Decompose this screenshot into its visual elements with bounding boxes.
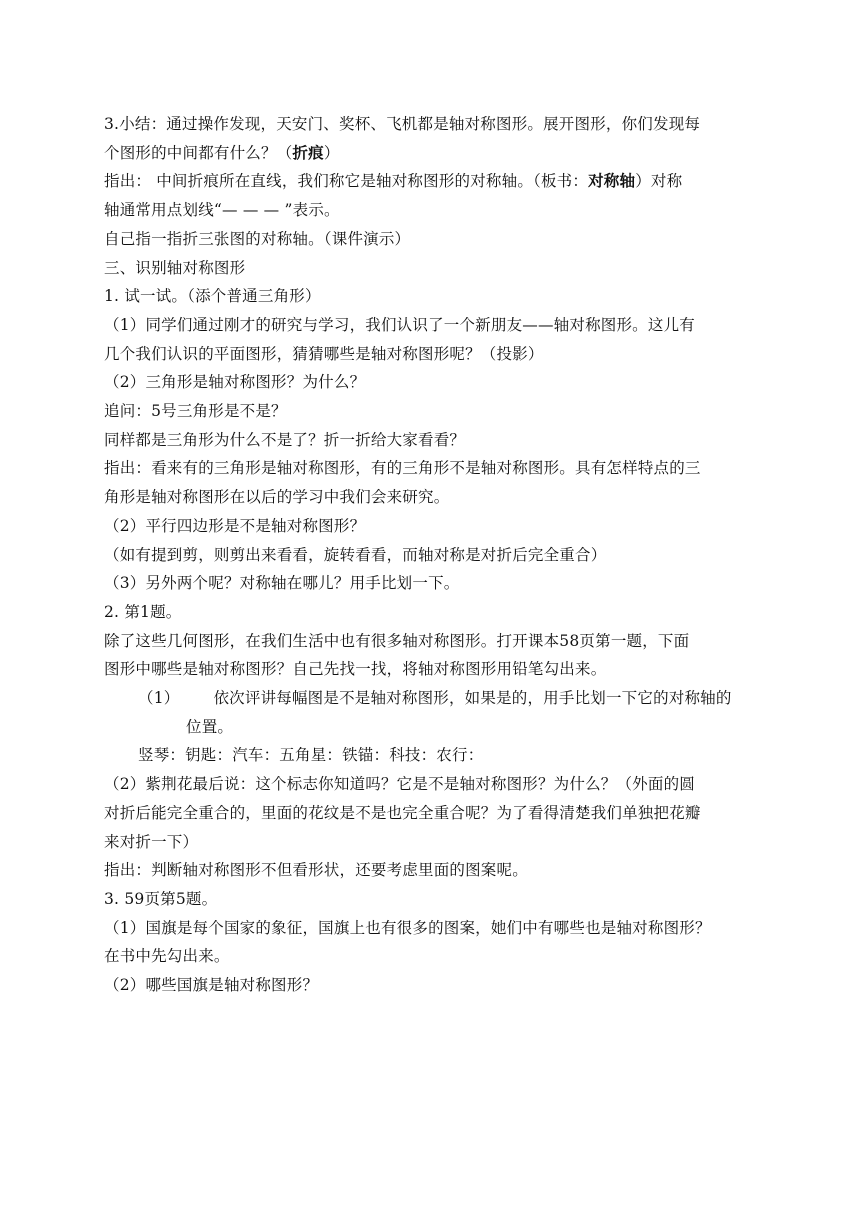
paragraph: 同样都是三角形为什么不是了？折一折给大家看看？ (104, 430, 466, 449)
list-item-q1: 2. 第1题。 (104, 602, 182, 621)
text: 个图形的中间都有什么？（ (104, 143, 293, 162)
paragraph: 追问：5号三角形是不是？ (104, 402, 287, 421)
bold-term-crease: 折痕 (292, 143, 324, 162)
paragraph-summary (104, 110, 764, 139)
paragraph: （2）平行四边形是不是轴对称图形？ (104, 516, 366, 535)
paragraph: 除了这些几何图形，在我们生活中也有很多轴对称图形。打开课本58页第一题，下面 (104, 631, 690, 650)
paragraph: 来对折一下） (104, 832, 199, 851)
paragraph: 指出：判断轴对称图形不但看形状，还要考虑里面的图案呢。 (104, 861, 528, 880)
paragraph-point-out-cont: 轴通常用点划线“— — — ”表示。 (104, 201, 340, 220)
paragraph: （1）同学们通过刚才的研究与学习，我们认识了一个新朋友——轴对称图形。这儿有 (104, 315, 695, 334)
text: ） (323, 143, 340, 162)
numbered-item-cont: 位置。 (186, 717, 234, 736)
paragraph-point-out (104, 167, 764, 196)
numbered-item (104, 684, 764, 713)
paragraph-summary-cont (104, 139, 764, 168)
list-item-try: 1. 试一试。（添个普通三角形） (104, 287, 321, 306)
text: 指出： 中间折痕所在直线，我们称它是轴对称图形的对称轴。（板书： (104, 172, 589, 191)
list-item-q5: 3. 59页第5题。 (104, 889, 218, 908)
item-number: （1） (138, 689, 180, 708)
paragraph-instruction: 自己指一指折三张图的对称轴。（课件演示） (104, 229, 411, 248)
bold-term-axis: 对称轴 (588, 172, 636, 191)
text: 3.小结：通过操作发现，天安门、奖杯、飞机都是轴对称图形。展开图形，你们发现每 (104, 115, 701, 133)
paragraph: 在书中先勾出来。 (104, 947, 230, 966)
section-heading: 三、识别轴对称图形 (104, 258, 246, 277)
paragraph: （3）另外两个呢？对称轴在哪儿？用手比划一下。 (104, 574, 460, 593)
paragraph: （1）国旗是每个国家的象征，国旗上也有很多的图案，她们中有哪些也是轴对称图形？ (104, 918, 711, 937)
paragraph: 角形是轴对称图形在以后的学习中我们会来研究。 (104, 488, 450, 507)
text: ）对称 (635, 172, 683, 191)
paragraph: （2）三角形是轴对称图形？为什么？ (104, 373, 366, 392)
paragraph: 对折后能完全重合的，里面的花纹是不是也完全重合呢？为了看得清楚我们单独把花瓣 (104, 803, 701, 822)
paragraph: 指出：看来有的三角形是轴对称图形，有的三角形不是轴对称图形。具有怎样特点的三 (104, 459, 701, 478)
paragraph: （2）哪些国旗是轴对称图形？ (104, 976, 319, 995)
document-body (104, 110, 764, 1000)
paragraph-indented: 竖琴：钥匙：汽车：五角星：铁锚：科技：农行： (138, 746, 484, 765)
paragraph: （2）紫荆花最后说：这个标志你知道吗？它是不是轴对称图形？为什么？（外面的圆 (104, 775, 695, 794)
paragraph: 几个我们认识的平面图形，猜猜哪些是轴对称图形呢？（投影） (104, 344, 544, 363)
paragraph: （如有提到剪，则剪出来看看，旋转看看，而轴对称是对折后完全重合） (104, 545, 607, 564)
paragraph: 图形中哪些是轴对称图形？自己先找一找，将轴对称图形用铅笔勾出来。 (104, 660, 607, 679)
text: 依次评讲每幅图是不是轴对称图形，如果是的，用手比划一下它的对称轴的 (213, 689, 732, 708)
